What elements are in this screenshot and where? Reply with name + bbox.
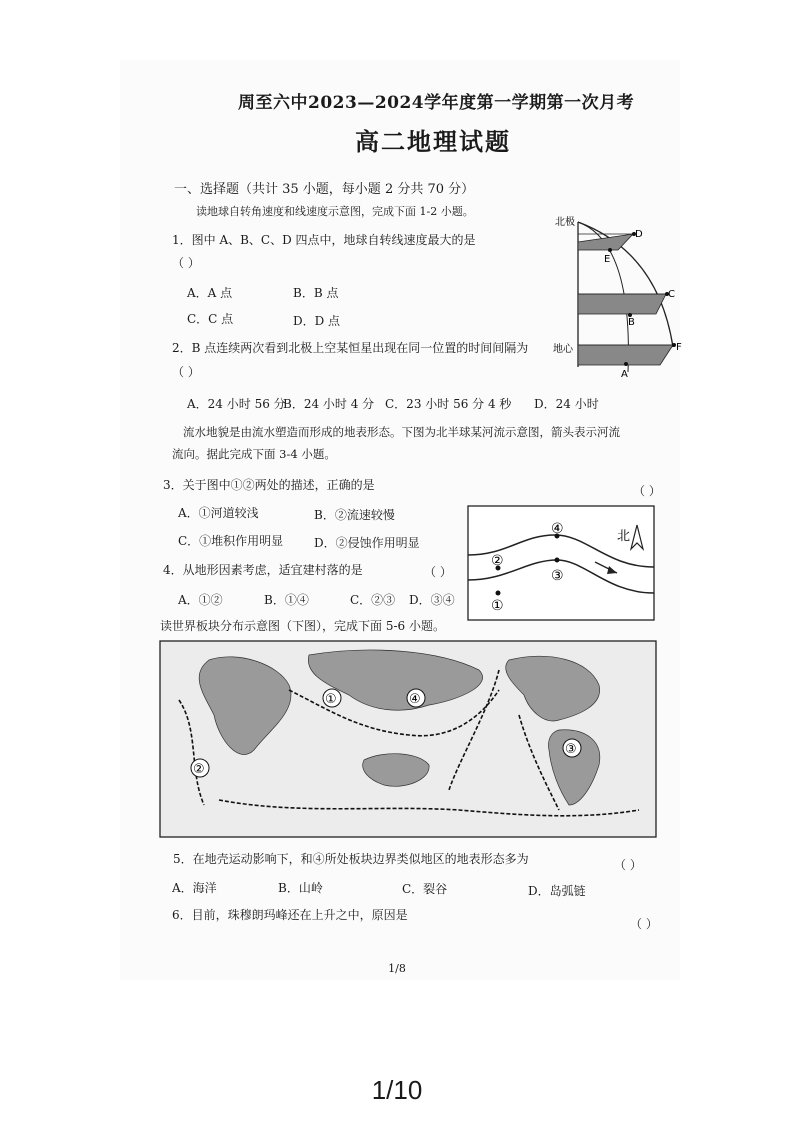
intro-q1-2: 读地球自转角速度和线速度示意图，完成下面 1-2 小题。 <box>196 205 474 218</box>
q5-stem: 5．在地壳运动影响下，和④所处板块边界类似地区的地表形态多为 <box>173 852 529 866</box>
q3-option-c: C．①堆积作用明显 <box>178 534 284 548</box>
q5-option-d: D．岛弧链 <box>528 884 586 898</box>
q2-stem: 2．B 点连续两次看到北极上空某恒星出现在同一位置的时间间隔为 <box>172 341 529 355</box>
marker-2-label: ② <box>193 762 205 777</box>
q4-option-a: A．①② <box>178 593 223 607</box>
q3-paren: （ ） <box>633 484 661 498</box>
section-heading: 一、选择题（共计 35 小题，每小题 2 分共 70 分） <box>174 182 475 197</box>
world-plates-map <box>159 640 659 840</box>
shaded-plane-c <box>578 294 666 314</box>
q2-option-c: C．23 小时 56 分 4 秒 <box>385 397 512 411</box>
subject-title: 高二地理试题 <box>355 127 511 156</box>
point-a-marker <box>624 362 628 366</box>
label-point-1: ① <box>491 598 504 614</box>
intro-q3-4-line2: 流向。据此完成下面 3-4 小题。 <box>172 447 336 461</box>
north-label: 北 <box>617 529 631 544</box>
q4-option-b: B．①④ <box>264 593 309 607</box>
q6-stem: 6．目前，珠穆朗玛峰还在上升之中，原因是 <box>172 908 408 922</box>
river-figure <box>467 505 657 623</box>
shaded-plane-d <box>578 234 633 250</box>
q1-option-d: D．D 点 <box>293 314 341 328</box>
q1-stem: 1．图中 A、B、C、D 四点中，地球自转线速度最大的是 <box>172 233 476 247</box>
label-earth-center: 地心 <box>553 344 573 355</box>
q4-option-d: D．③④ <box>409 593 455 607</box>
label-point-b: B <box>628 317 635 328</box>
q3-option-b: B．②流速较慢 <box>314 508 395 522</box>
label-point-c: C <box>668 289 675 300</box>
q1-option-c: C．C 点 <box>187 312 234 326</box>
q5-option-c: C．裂谷 <box>402 882 448 896</box>
label-point-2: ② <box>491 553 504 569</box>
q1-paren: （ ） <box>172 256 200 270</box>
marker-1-label: ① <box>325 692 337 707</box>
point-3-marker <box>555 558 560 563</box>
q2-option-a: A．24 小时 56 分 <box>187 397 286 411</box>
point-e-marker <box>608 248 612 252</box>
q2-paren: （ ） <box>172 365 200 379</box>
marker-4-label: ④ <box>409 692 421 707</box>
label-point-e: E <box>604 254 611 265</box>
q3-stem: 3．关于图中①②两处的描述，正确的是 <box>163 478 375 492</box>
q4-stem: 4．从地形因素考虑，适宜建村落的是 <box>163 563 363 577</box>
q5-paren: （ ） <box>614 858 642 872</box>
rotation-speed-figure <box>548 212 688 382</box>
q2-option-d: D．24 小时 <box>534 397 599 411</box>
q6-paren: （ ） <box>630 917 658 931</box>
q5-option-b: B．山岭 <box>278 881 323 895</box>
label-point-3: ③ <box>551 568 564 584</box>
q4-paren: （ ） <box>424 565 452 579</box>
point-1-marker <box>496 591 501 596</box>
label-point-f: F <box>676 342 682 353</box>
exam-title: 周至六中2023—2024学年度第一学期第一次月考 <box>238 93 635 113</box>
q4-option-c: C．②③ <box>350 593 396 607</box>
q1-option-a: A．A 点 <box>187 286 233 300</box>
q5-option-a: A．海洋 <box>172 881 217 895</box>
label-point-4: ④ <box>551 521 564 537</box>
intro-q3-4-line1: 流水地貌是由流水塑造而形成的地表形态。下图为北半球某河流示意图，箭头表示河流 <box>183 425 620 439</box>
label-north-pole: 北极 <box>555 217 575 228</box>
q3-option-d: D．②侵蚀作用明显 <box>314 536 420 550</box>
q2-option-b: B．24 小时 4 分 <box>283 397 375 411</box>
q1-option-b: B．B 点 <box>293 286 339 300</box>
q3-option-a: A．①河道较浅 <box>178 506 259 520</box>
marker-3-label: ③ <box>565 742 577 757</box>
page-indicator: 1/10 <box>371 1075 423 1105</box>
inner-page-number: 1/8 <box>388 962 406 975</box>
shaded-plane-f <box>578 345 673 365</box>
label-point-a: A <box>621 369 628 380</box>
label-point-d: D <box>635 229 643 240</box>
intro-q5-6: 读世界板块分布示意图（下图），完成下面 5-6 小题。 <box>160 619 445 633</box>
